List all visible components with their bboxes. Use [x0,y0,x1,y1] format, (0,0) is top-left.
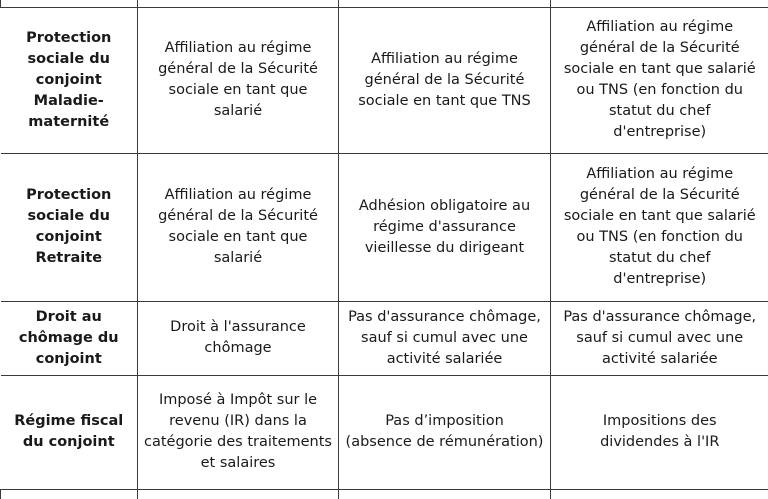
table-cell-empty [1,489,138,499]
table-cell-empty [138,0,339,7]
row-header-label: Protection sociale du conjoint Maladie- maternité [26,28,111,133]
cell-text: Pas d'assurance chômage, sauf si cumul avec une activité salariée [563,307,756,370]
cell-text: Affiliation au régime général de la Sécurité sociale en tant que salarié [158,185,318,269]
cell-text: Pas d’imposition (absence de rémunération) [346,411,544,453]
table-cell-empty [138,489,339,499]
row-header [1,375,138,489]
cell-text: Pas d'assurance chômage, sauf si cumul avec une activité salariée [348,307,541,370]
cell-text: Droit à l'assurance chômage [170,317,306,359]
table-cell [138,301,339,375]
table-cell [551,301,768,375]
row-header-label: Droit au chômage du conjoint [19,307,119,370]
table-row-regime-fiscal [1,375,768,489]
table-cell [551,7,768,153]
table-cell [339,153,551,301]
table-cell [551,153,768,301]
cell-text: Affiliation au régime général de la Sécurité sociale en tant que TNS [358,49,530,112]
cell-text: Affiliation au régime général de la Sécurité sociale en tant que salarié ou TNS (en fonction du statut du chef d'entreprise) [564,164,756,290]
cell-text: Adhésion obligatoire au régime d'assurance vieillesse du dirigeant [359,196,530,259]
table-cell [339,7,551,153]
row-header-label: Régime fiscal du conjoint [14,411,123,453]
row-header [1,153,138,301]
table-cell [339,301,551,375]
table-row-bottom-edge [1,489,768,499]
table-row-maladie-maternite [1,7,768,153]
cell-text: Affiliation au régime général de la Sécurité sociale en tant que salarié [158,38,318,122]
table-cell-empty [1,0,138,7]
cell-text: Impositions des dividendes à l'IR [600,411,719,453]
row-header [1,301,138,375]
cell-text: Imposé à Impôt sur le revenu (IR) dans la catégorie des traitements et salaires [144,390,332,474]
cell-text: Affiliation au régime général de la Sécurité sociale en tant que salarié ou TNS (en fonction du statut du chef d'entreprise) [564,17,756,143]
row-header [1,7,138,153]
row-header-label: Protection sociale du conjoint Retraite [26,185,111,269]
table-cell [138,153,339,301]
table-cell [339,375,551,489]
table-row-chomage [1,301,768,375]
table-cell-empty [551,0,768,7]
table-cell [138,375,339,489]
table-row-retraite [1,153,768,301]
table-cell [138,7,339,153]
table-cell-empty [339,489,551,499]
table-cell-empty [551,489,768,499]
table-cell [551,375,768,489]
table-row-top-edge [1,0,768,7]
table-cell-empty [339,0,551,7]
